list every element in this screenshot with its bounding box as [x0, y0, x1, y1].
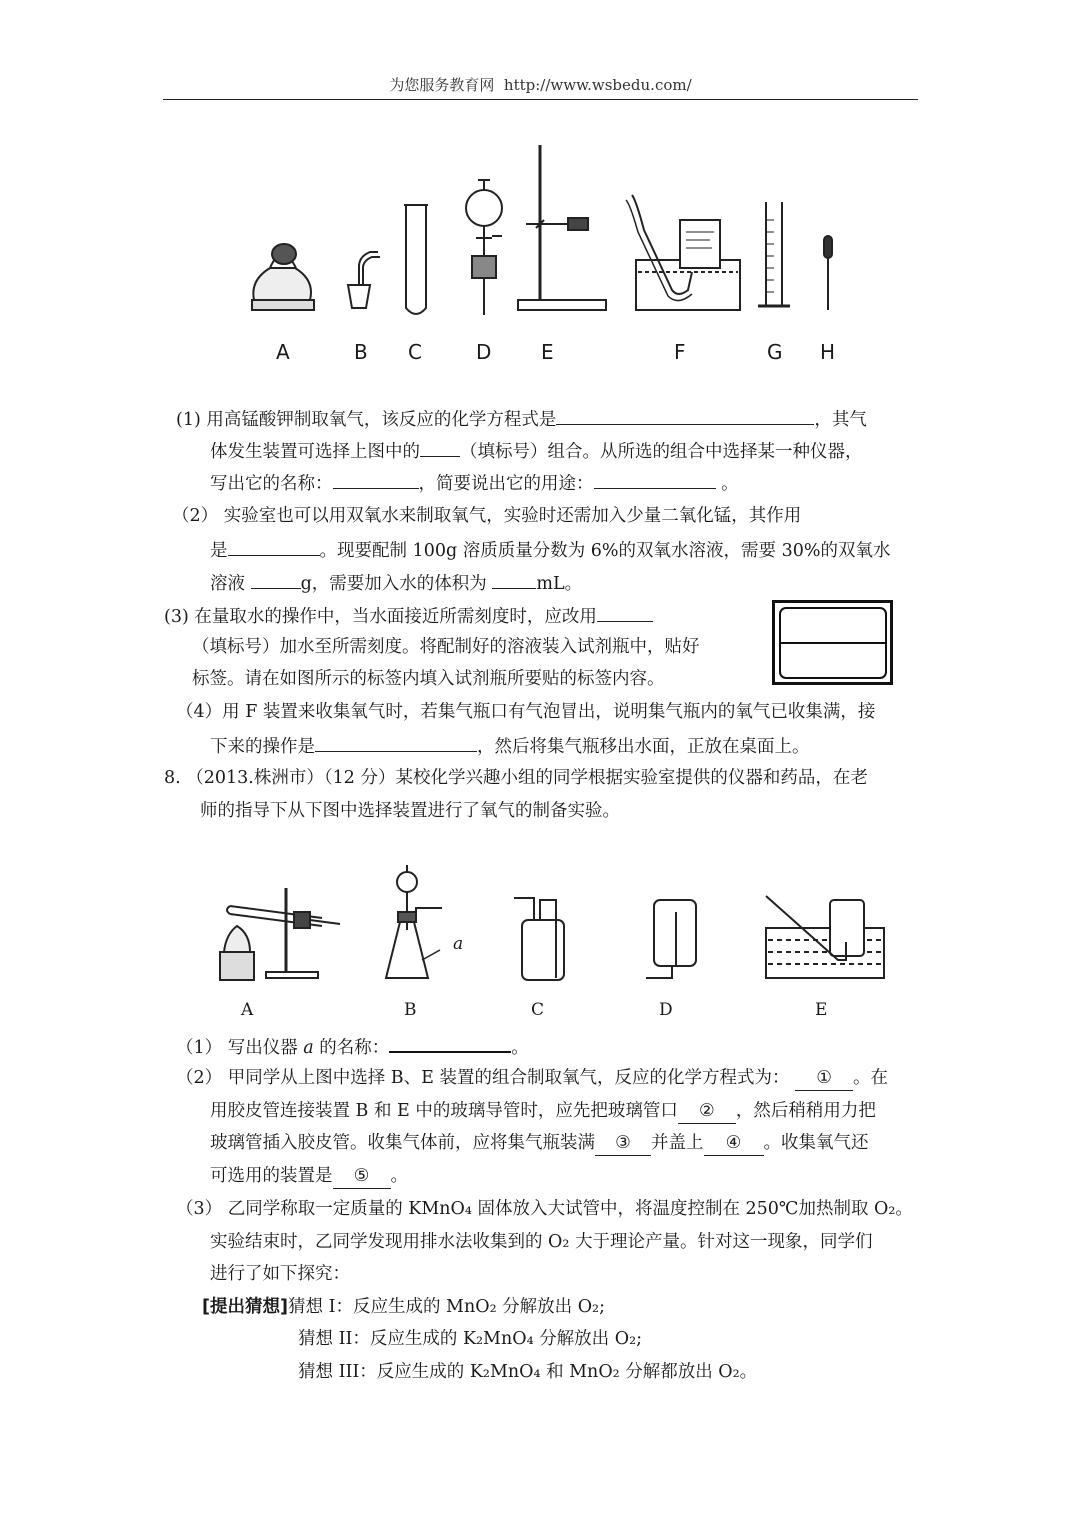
gas-bottle-c-drawing	[514, 898, 564, 980]
fig1-label-c: C	[408, 340, 422, 364]
fig1-label-e: E	[541, 340, 554, 364]
flask-funnel-drawing	[386, 865, 442, 978]
header-rule	[163, 99, 918, 100]
separatory-funnel-drawing	[466, 180, 502, 315]
q8-part2-line2: 用胶皮管连接装置 B 和 E 中的玻璃导管时，应先把玻璃管口 ② ，然后稍稍用力把	[210, 1099, 876, 1124]
iron-stand-drawing	[518, 145, 606, 310]
fig1-label-d: D	[476, 340, 492, 364]
heating-setup-drawing	[220, 888, 340, 980]
fig2-label-d: D	[659, 1000, 673, 1020]
q7-part1-line3: 写出它的名称： ，简要说出它的用途： 。	[210, 470, 739, 496]
fig1-label-h: H	[820, 340, 836, 364]
q8-part2-line4: 可选用的装置是 ⑤ 。	[210, 1164, 408, 1189]
q7-part2-line1: （2） 实验室也可以用双氧水来制取氧气，实验时还需加入少量二氧化锰，其作用	[172, 506, 802, 526]
q7-part4-line2: 下来的操作是 ，然后将集气瓶移出水面，正放在桌面上。	[210, 733, 810, 759]
fig1-label-a: A	[276, 340, 290, 364]
header-site: 为您服务教育网	[389, 76, 495, 94]
measuring-cylinder-drawing	[758, 202, 790, 306]
fig2-label-a: A	[241, 1000, 254, 1020]
fig1-label-g: G	[767, 340, 783, 364]
fig2-label-c: C	[531, 1000, 545, 1020]
q8-intro-line1: 8. （2013.株洲市）（12 分）某校化学兴趣小组的同学根据实验室提供的仪器和药品，在老	[164, 768, 868, 788]
q7-part1-line2: 体发生装置可选择上图中的 （填标号）组合。从所选的组合中选择某一种仪器，	[210, 438, 863, 464]
fig2-instrument-a-mark: a	[453, 934, 464, 954]
q8-guess1: [提出猜想]猜想 I：反应生成的 MnO₂ 分解放出 O₂;	[202, 1297, 605, 1317]
q7-part3-line3: 标签。请在如图所示的标签内填入试剂瓶所要贴的标签内容。	[192, 669, 665, 689]
fig2-label-e: E	[815, 1000, 828, 1020]
dropper-drawing	[824, 236, 832, 310]
fig2-label-b: B	[404, 1000, 417, 1020]
q7-part4-line1: （4）用 F 装置来收集氧气时，若集气瓶口有气泡冒出，说明集气瓶内的氧气已收集满，接	[176, 702, 876, 722]
gas-bottle-d-drawing	[646, 900, 696, 978]
water-trough-e-drawing	[766, 896, 884, 978]
q8-guess2: 猜想 II：反应生成的 K₂MnO₄ 分解放出 O₂;	[298, 1329, 642, 1349]
reagent-label-box	[772, 600, 894, 686]
q7-part1-line1: (1) 用高锰酸钾制取氧气，该反应的化学方程式是 ，其气	[176, 406, 867, 432]
q8-part1: （1） 写出仪器 a 的名称： 。	[176, 1033, 529, 1060]
q8-part2-line1: （2） 甲同学从上图中选择 B、E 装置的组合制取氧气，反应的化学方程式为： ① 。在	[176, 1066, 888, 1091]
q8-part3-line1: （3） 乙同学称取一定质量的 KMnO₄ 固体放入大试管中，将温度控制在 250℃加热制取 O₂。	[176, 1199, 913, 1219]
alcohol-lamp-drawing	[252, 244, 314, 310]
test-tube-drawing	[404, 205, 428, 314]
q8-part3-line3: 进行了如下探究：	[210, 1264, 350, 1284]
q8-intro-line2: 师的指导下从下图中选择装置进行了氧气的制备实验。	[200, 801, 620, 821]
q8-guess3: 猜想 III：反应生成的 K₂MnO₄ 和 MnO₂ 分解都放出 O₂。	[298, 1362, 758, 1382]
water-trough-drawing	[626, 195, 740, 310]
q7-part3-line2: （填标号）加水至所需刻度。将配制好的溶液装入试剂瓶中，贴好	[192, 637, 700, 657]
q8-part3-line2: 实验结束时，乙同学发现用排水法收集到的 O₂ 大于理论产量。针对这一现象，同学们	[210, 1232, 873, 1252]
fig1-label-b: B	[354, 340, 368, 364]
q7-part2-line2: 是 。现要配制 100g 溶质质量分数为 6%的双氧水溶液，需要 30%的双氧水	[210, 537, 891, 563]
stopper-tube-drawing	[348, 252, 380, 308]
fig1-label-f: F	[674, 340, 686, 364]
q8-part2-line3: 玻璃管插入胶皮管。收集气体前，应将集气瓶装满 ③ 并盖上 ④ 。收集氧气还	[210, 1131, 869, 1156]
q7-part3-line1: (3) 在量取水的操作中，当水面接近所需刻度时，应改用	[164, 603, 653, 629]
header-url: http://www.wsbedu.com/	[503, 76, 692, 94]
page-header	[163, 74, 918, 95]
guess-tag: [提出猜想]	[202, 1297, 288, 1317]
apparatus-figure-2	[210, 860, 900, 990]
q7-part2-line3: 溶液 g，需要加入水的体积为 mL。	[210, 570, 582, 596]
